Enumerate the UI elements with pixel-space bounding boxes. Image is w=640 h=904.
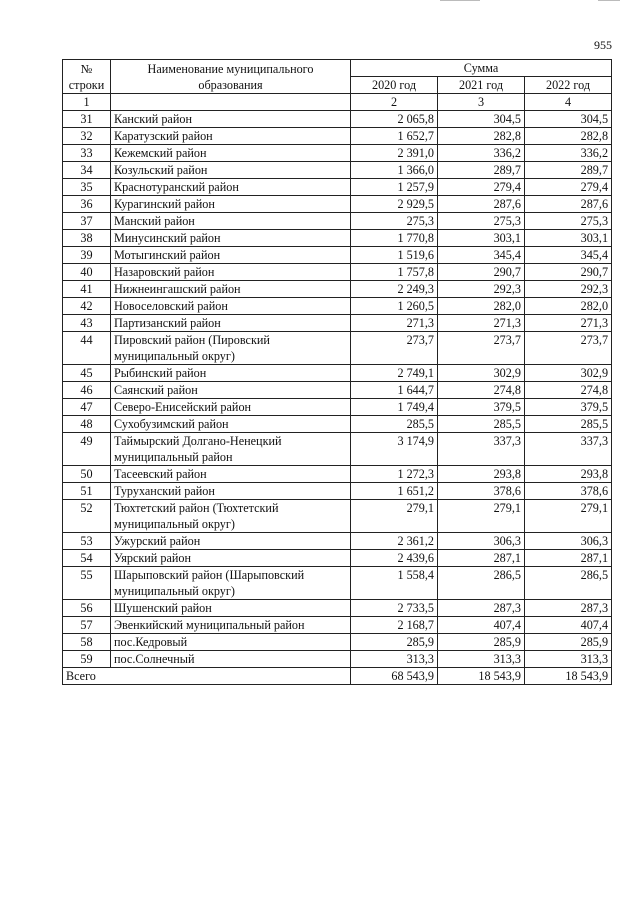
- municipality-name: Мотыгинский район: [111, 247, 351, 264]
- table-header: [63, 60, 612, 111]
- amount-2022: 379,5: [525, 399, 612, 416]
- table-row: [63, 247, 612, 264]
- amount-2020: 1 260,5: [351, 298, 438, 315]
- amount-2022: 287,3: [525, 600, 612, 617]
- amount-2020: 2 065,8: [351, 111, 438, 128]
- amount-2022: 302,9: [525, 365, 612, 382]
- header-index-4: 4: [525, 94, 612, 111]
- row-number: 44: [63, 332, 111, 365]
- table-row: [63, 315, 612, 332]
- amount-2021: 336,2: [438, 145, 525, 162]
- row-number: 33: [63, 145, 111, 162]
- row-number: 56: [63, 600, 111, 617]
- table-row: [63, 550, 612, 567]
- amount-2021: 289,7: [438, 162, 525, 179]
- table-row: [63, 416, 612, 433]
- amount-2021: 282,0: [438, 298, 525, 315]
- row-number: 39: [63, 247, 111, 264]
- amount-2020: 1 558,4: [351, 567, 438, 600]
- municipality-name: Рыбинский район: [111, 365, 351, 382]
- table-row: [63, 533, 612, 550]
- amount-2020: 273,7: [351, 332, 438, 365]
- amount-2021: 304,5: [438, 111, 525, 128]
- municipality-name: Пировский район (Пировский муниципальный округ): [111, 332, 351, 365]
- amount-2021: 273,7: [438, 332, 525, 365]
- municipality-name: Нижнеингашский район: [111, 281, 351, 298]
- amount-2022: 282,0: [525, 298, 612, 315]
- row-number: 38: [63, 230, 111, 247]
- amount-2021: 271,3: [438, 315, 525, 332]
- row-number: 35: [63, 179, 111, 196]
- municipality-name: Эвенкийский муниципальный район: [111, 617, 351, 634]
- table-row: [63, 500, 612, 533]
- table-row: [63, 332, 612, 365]
- amount-2021: 287,1: [438, 550, 525, 567]
- table-row: [63, 365, 612, 382]
- municipality-name: Шушенский район: [111, 600, 351, 617]
- row-number: 53: [63, 533, 111, 550]
- row-number: 45: [63, 365, 111, 382]
- row-number: 41: [63, 281, 111, 298]
- row-number: 47: [63, 399, 111, 416]
- amount-2021: 282,8: [438, 128, 525, 145]
- table-row: [63, 111, 612, 128]
- amount-2020: 2 929,5: [351, 196, 438, 213]
- municipality-name: Партизанский район: [111, 315, 351, 332]
- municipality-name: пос.Солнечный: [111, 651, 351, 668]
- amount-2022: 306,3: [525, 533, 612, 550]
- scan-mark-left: [440, 0, 480, 1]
- row-number: 57: [63, 617, 111, 634]
- total-label: Всего: [63, 668, 351, 685]
- scan-mark-right: [598, 0, 620, 1]
- header-municipality-name: Наименование муниципального образования: [111, 60, 351, 94]
- amount-2022: 279,1: [525, 500, 612, 533]
- table-row: [63, 298, 612, 315]
- amount-2022: 273,7: [525, 332, 612, 365]
- amount-2021: 279,4: [438, 179, 525, 196]
- header-year-2020: 2020 год: [351, 77, 438, 94]
- amount-2020: 1 770,8: [351, 230, 438, 247]
- header-sum: Сумма: [351, 60, 612, 77]
- table-row: [63, 179, 612, 196]
- amount-2022: 285,5: [525, 416, 612, 433]
- amount-2022: 275,3: [525, 213, 612, 230]
- row-number: 34: [63, 162, 111, 179]
- amount-2020: 2 439,6: [351, 550, 438, 567]
- amount-2020: 1 652,7: [351, 128, 438, 145]
- amount-2020: 2 168,7: [351, 617, 438, 634]
- table-row: [63, 567, 612, 600]
- table-row: [63, 651, 612, 668]
- amount-2022: 279,4: [525, 179, 612, 196]
- municipality-name: Канский район: [111, 111, 351, 128]
- header-year-2021: 2021 год: [438, 77, 525, 94]
- amount-2021: 285,9: [438, 634, 525, 651]
- amount-2020: 2 249,3: [351, 281, 438, 298]
- amount-2020: 1 366,0: [351, 162, 438, 179]
- amount-2020: 275,3: [351, 213, 438, 230]
- amount-2022: 345,4: [525, 247, 612, 264]
- total-row: [63, 668, 612, 685]
- municipality-name: Козульский район: [111, 162, 351, 179]
- amount-2021: 287,3: [438, 600, 525, 617]
- amount-2020: 271,3: [351, 315, 438, 332]
- header-index-1: 1: [63, 94, 111, 111]
- header-index-1-name: [111, 94, 351, 111]
- table-row: [63, 162, 612, 179]
- amount-2020: 2 749,1: [351, 365, 438, 382]
- amount-2021: 313,3: [438, 651, 525, 668]
- municipality-name: пос.Кедровый: [111, 634, 351, 651]
- municipality-name: Северо-Енисейский район: [111, 399, 351, 416]
- row-number: 48: [63, 416, 111, 433]
- table-row: [63, 196, 612, 213]
- amount-2022: 274,8: [525, 382, 612, 399]
- row-number: 58: [63, 634, 111, 651]
- amount-2022: 313,3: [525, 651, 612, 668]
- table-row: [63, 213, 612, 230]
- municipality-name: Курагинский район: [111, 196, 351, 213]
- amount-2021: 302,9: [438, 365, 525, 382]
- amount-2022: 289,7: [525, 162, 612, 179]
- amount-2022: 292,3: [525, 281, 612, 298]
- amount-2020: 279,1: [351, 500, 438, 533]
- amount-2022: 378,6: [525, 483, 612, 500]
- amount-2020: 1 519,6: [351, 247, 438, 264]
- amount-2022: 293,8: [525, 466, 612, 483]
- table-body: [63, 111, 612, 668]
- row-number: 54: [63, 550, 111, 567]
- amount-2021: 275,3: [438, 213, 525, 230]
- row-number: 31: [63, 111, 111, 128]
- table-row: [63, 433, 612, 466]
- row-number: 46: [63, 382, 111, 399]
- total-2021: 18 543,9: [438, 668, 525, 685]
- row-number: 55: [63, 567, 111, 600]
- header-index-3: 3: [438, 94, 525, 111]
- amount-2022: 282,8: [525, 128, 612, 145]
- amount-2021: 274,8: [438, 382, 525, 399]
- table-row: [63, 617, 612, 634]
- amount-2021: 292,3: [438, 281, 525, 298]
- municipality-name: Таймырский Долгано-Ненецкий муниципальный район: [111, 433, 351, 466]
- amount-2022: 286,5: [525, 567, 612, 600]
- row-number: 36: [63, 196, 111, 213]
- amount-2021: 279,1: [438, 500, 525, 533]
- table-row: [63, 230, 612, 247]
- amount-2021: 286,5: [438, 567, 525, 600]
- amount-2020: 3 174,9: [351, 433, 438, 466]
- amount-2022: 290,7: [525, 264, 612, 281]
- row-number: 59: [63, 651, 111, 668]
- amount-2020: 1 272,3: [351, 466, 438, 483]
- row-number: 43: [63, 315, 111, 332]
- amount-2022: 304,5: [525, 111, 612, 128]
- amount-2020: 285,5: [351, 416, 438, 433]
- municipality-name: Минусинский район: [111, 230, 351, 247]
- amount-2020: 1 257,9: [351, 179, 438, 196]
- amount-2020: 1 651,2: [351, 483, 438, 500]
- municipality-name: Тюхтетский район (Тюхтетский муниципальный округ): [111, 500, 351, 533]
- header-index-2: 2: [351, 94, 438, 111]
- table-row: [63, 281, 612, 298]
- amount-2020: 1 644,7: [351, 382, 438, 399]
- amount-2021: 285,5: [438, 416, 525, 433]
- municipality-name: Назаровский район: [111, 264, 351, 281]
- municipality-name: Каратузский район: [111, 128, 351, 145]
- table-row: [63, 382, 612, 399]
- amount-2021: 379,5: [438, 399, 525, 416]
- total-2022: 18 543,9: [525, 668, 612, 685]
- row-number: 37: [63, 213, 111, 230]
- municipality-name: Сухобузимский район: [111, 416, 351, 433]
- amount-2022: 271,3: [525, 315, 612, 332]
- amount-2022: 337,3: [525, 433, 612, 466]
- municipality-name: Уярский район: [111, 550, 351, 567]
- amount-2020: 285,9: [351, 634, 438, 651]
- amount-2022: 287,1: [525, 550, 612, 567]
- table-row: [63, 483, 612, 500]
- amount-2022: 285,9: [525, 634, 612, 651]
- amount-2021: 287,6: [438, 196, 525, 213]
- municipality-name: Шарыповский район (Шарыповский муниципальный округ): [111, 567, 351, 600]
- amount-2021: 407,4: [438, 617, 525, 634]
- amount-2021: 378,6: [438, 483, 525, 500]
- municipality-name: Ужурский район: [111, 533, 351, 550]
- municipality-name: Кежемский район: [111, 145, 351, 162]
- budget-table: [62, 59, 612, 685]
- table-row: [63, 399, 612, 416]
- municipality-name: Новоселовский район: [111, 298, 351, 315]
- amount-2020: 2 391,0: [351, 145, 438, 162]
- row-number: 32: [63, 128, 111, 145]
- amount-2021: 290,7: [438, 264, 525, 281]
- table-row: [63, 600, 612, 617]
- amount-2020: 2 361,2: [351, 533, 438, 550]
- municipality-name: Тасеевский район: [111, 466, 351, 483]
- municipality-name: Саянский район: [111, 382, 351, 399]
- table-row: [63, 634, 612, 651]
- amount-2022: 336,2: [525, 145, 612, 162]
- page-number: 955: [594, 38, 612, 52]
- municipality-name: Туруханский район: [111, 483, 351, 500]
- amount-2021: 303,1: [438, 230, 525, 247]
- municipality-name: Краснотуранский район: [111, 179, 351, 196]
- amount-2021: 293,8: [438, 466, 525, 483]
- table-row: [63, 128, 612, 145]
- municipality-name: Манский район: [111, 213, 351, 230]
- row-number: 40: [63, 264, 111, 281]
- header-row-number: № строки: [63, 60, 111, 94]
- amount-2021: 306,3: [438, 533, 525, 550]
- row-number: 50: [63, 466, 111, 483]
- amount-2020: 313,3: [351, 651, 438, 668]
- table-row: [63, 264, 612, 281]
- amount-2022: 407,4: [525, 617, 612, 634]
- row-number: 49: [63, 433, 111, 466]
- amount-2020: 1 749,4: [351, 399, 438, 416]
- total-2020: 68 543,9: [351, 668, 438, 685]
- amount-2021: 337,3: [438, 433, 525, 466]
- amount-2022: 287,6: [525, 196, 612, 213]
- row-number: 51: [63, 483, 111, 500]
- amount-2020: 1 757,8: [351, 264, 438, 281]
- header-year-2022: 2022 год: [525, 77, 612, 94]
- table-row: [63, 466, 612, 483]
- amount-2020: 2 733,5: [351, 600, 438, 617]
- row-number: 42: [63, 298, 111, 315]
- row-number: 52: [63, 500, 111, 533]
- table-row: [63, 145, 612, 162]
- amount-2022: 303,1: [525, 230, 612, 247]
- amount-2021: 345,4: [438, 247, 525, 264]
